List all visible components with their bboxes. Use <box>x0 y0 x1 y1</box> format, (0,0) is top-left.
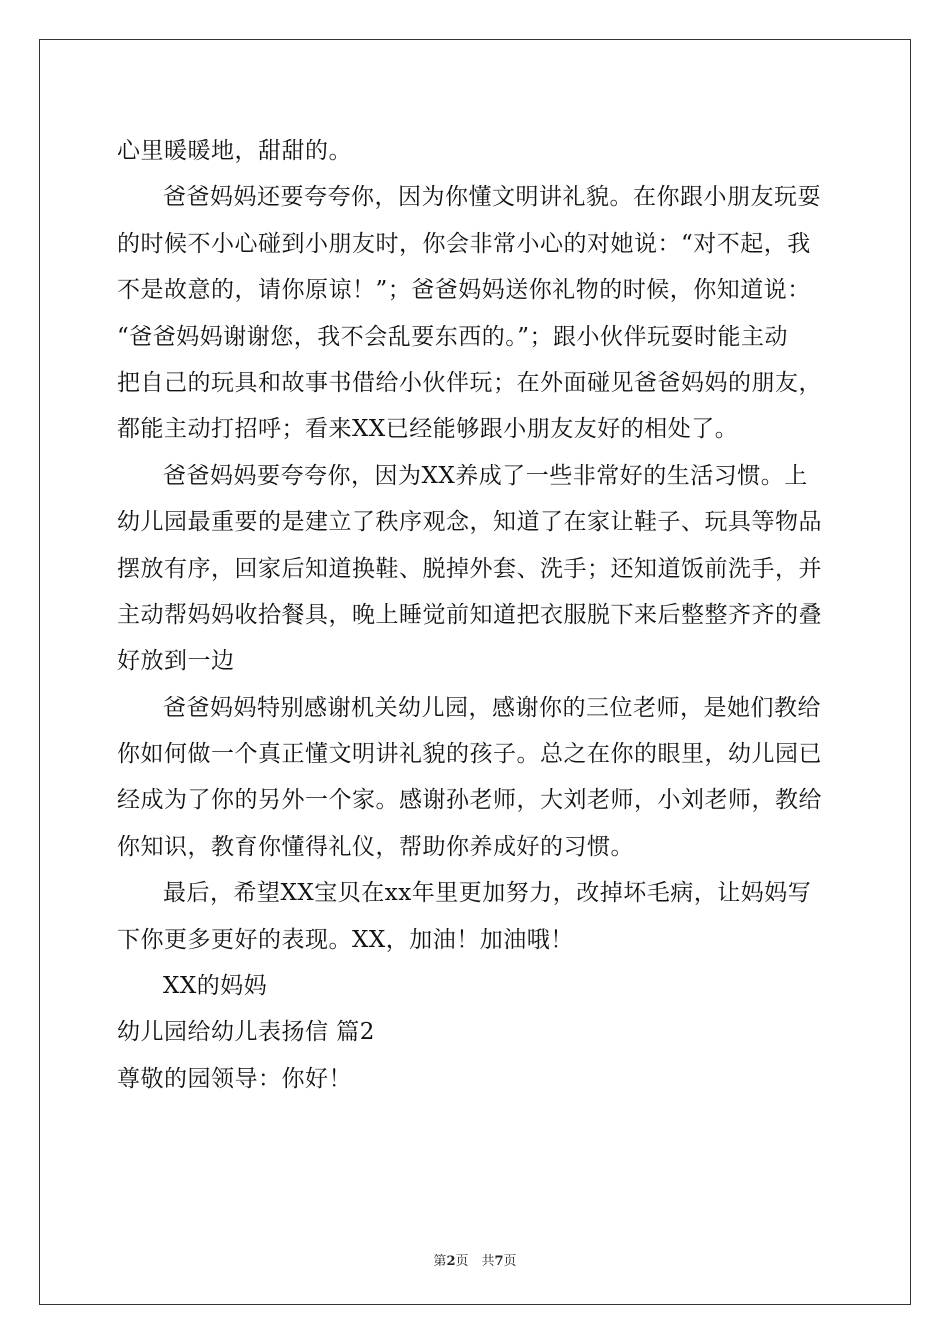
body-line: 不是故意的，请你原谅！”；爸爸妈妈送你礼物的时候，你知道说： <box>117 277 811 304</box>
body-line: 爸爸妈妈还要夸夸你，因为你懂文明讲礼貌。在你跟小朋友玩耍 <box>163 184 821 211</box>
body-line: 你知识，教育你懂得礼仪，帮助你养成好的习惯。 <box>117 833 634 860</box>
body-line: 主动帮妈妈收拾餐具，晚上睡觉前知道把衣服脱下来后整整齐齐的叠 <box>117 601 822 628</box>
salutation-line: 尊敬的园领导：你好！ <box>117 1065 352 1092</box>
body-line: 最后，希望XX宝贝在xx年里更加努力，改掉坏毛病，让妈妈写 <box>163 880 812 907</box>
body-line: “爸爸妈妈谢谢您，我不会乱要东西的。”；跟小伙伴玩耍时能主动 <box>117 323 789 350</box>
signature-line: XX的妈妈 <box>163 973 268 1000</box>
body-line: 爸爸妈妈特别感谢机关幼儿园，感谢你的三位老师，是她们教给 <box>163 694 821 721</box>
total-pages-number: 7 <box>494 1254 504 1269</box>
body-line: 经成为了你的另外一个家。感谢孙老师，大刘老师，小刘老师，教给 <box>117 787 822 814</box>
section-heading: 幼儿园给幼儿表扬信 篇2 <box>117 1019 375 1046</box>
body-line: 下你更多更好的表现。XX，加油！加油哦！ <box>117 926 574 953</box>
page-footer <box>0 1250 950 1269</box>
body-line: 摆放有序，回家后知道换鞋、脱掉外套、洗手；还知道饭前洗手，并 <box>117 555 822 582</box>
body-line: 爸爸妈妈要夸夸你，因为XX养成了一些非常好的生活习惯。上 <box>163 462 808 489</box>
footer-suffix: 页 <box>503 1254 517 1269</box>
body-line: 的时候不小心碰到小朋友时，你会非常小心的对她说：“对不起，我 <box>117 230 811 257</box>
body-line: 心里暖暖地，甜甜的。 <box>117 138 352 164</box>
body-line: 好放到一边 <box>117 648 235 675</box>
body-line: 你如何做一个真正懂文明讲礼貌的孩子。总之在你的眼里，幼儿园已 <box>117 741 822 768</box>
footer-prefix: 第 <box>433 1254 447 1269</box>
body-line: 都能主动打招呼；看来XX已经能够跟小朋友友好的相处了。 <box>117 416 739 443</box>
footer-middle: 页 共 <box>455 1254 495 1269</box>
current-page-number: 2 <box>446 1254 456 1269</box>
body-line: 把自己的玩具和故事书借给小伙伴玩；在外面碰见爸爸妈妈的朋友， <box>117 369 822 396</box>
body-line: 幼儿园最重要的是建立了秩序观念，知道了在家让鞋子、玩具等物品 <box>117 509 822 536</box>
document-body <box>117 128 837 1102</box>
